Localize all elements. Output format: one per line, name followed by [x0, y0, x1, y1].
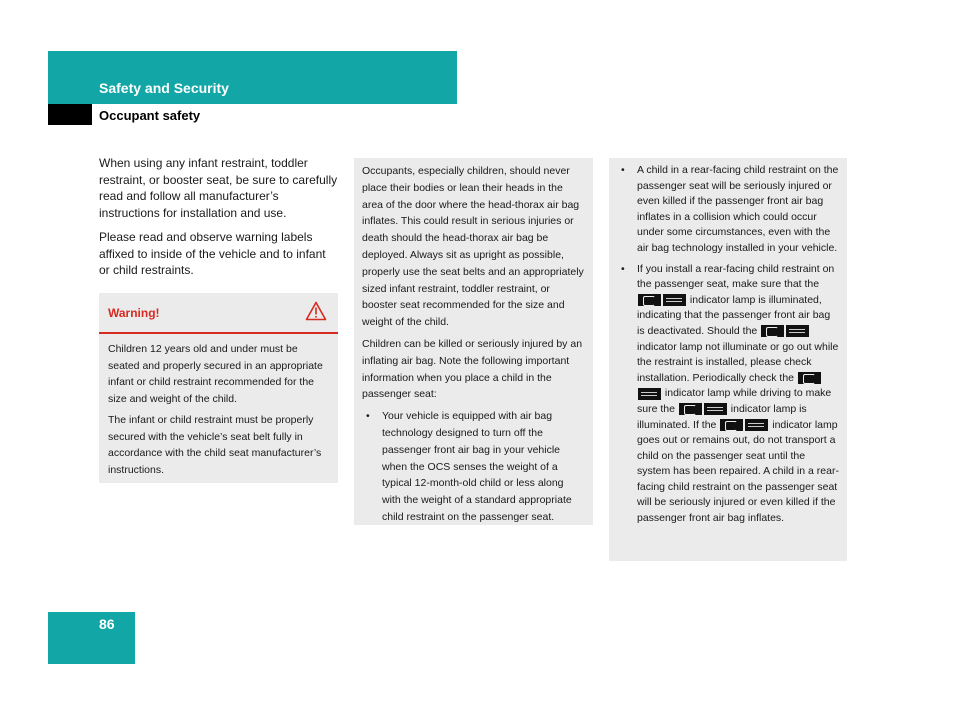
warning-paragraph: Children 12 years old and under must be seated and properly secured in an appropriate infant or child restraint recommended for the size and weight of the child. — [108, 343, 323, 405]
airbag-seat-icon — [679, 403, 702, 415]
intro-text — [99, 155, 339, 287]
page-number: 86 — [99, 616, 115, 632]
right-info-box — [609, 158, 847, 561]
section-title: Safety and Security — [99, 80, 229, 96]
warning-body — [99, 334, 338, 478]
subsection-title: Occupant safety — [99, 108, 201, 123]
passenger-airbag-off-lamp-icon — [638, 388, 661, 400]
warning-label: Warning! — [108, 306, 160, 320]
middle-info-box — [354, 158, 593, 525]
passenger-airbag-off-lamp-icon — [786, 325, 809, 337]
bullet-item — [617, 262, 839, 527]
airbag-seat-icon — [720, 419, 743, 431]
page-number-box — [48, 612, 135, 664]
info-bullet-list — [617, 163, 839, 527]
bullet-item: • A child in a rear-facing child restraint on the passenger seat will be seriously injured or even killed if the passenger front air bag inflates in a collision which could occur under some circumstances, even with the air bag technology installed in your vehicle. — [617, 163, 839, 257]
passenger-airbag-off-lamp-icon — [663, 294, 686, 306]
passenger-airbag-off-lamp-icon — [745, 419, 768, 431]
bullet-text: indicator lamp is illuminated, indicating that the passenger front air bag is deactivated. Should the — [637, 293, 831, 337]
info-paragraph: Children can be killed or seriously injured by an inflating air bag. Note the following important information when you place a child in the passenger seat: — [362, 337, 583, 401]
airbag-seat-icon — [798, 372, 821, 384]
info-bullet-list — [362, 408, 585, 526]
warning-triangle-icon — [305, 301, 327, 321]
bullet-text: indicator lamp while driving to make sure the — [637, 387, 832, 415]
info-paragraph: Occupants, especially children, should never place their bodies or lean their heads in the area of the door where the head-thorax air bag inflates. This could result in serious injuries or death should the head-thorax air bag be deployed. Always sit as upright as possible, properly use the seat belts and an appropriately sized infant restraint, toddler restraint, or booster seat recommended for the size and weight of the child. — [362, 165, 584, 329]
intro-paragraph: When using any infant restraint, toddler restraint, or booster seat, be sure to carefully read and follow all manufacturer’s instructions for installation and use. — [99, 156, 338, 220]
bullet-text: indicator lamp goes out or remains out, do not transport a child on the passenger seat until the system has been repaired. A child in a rear-facing child restraint on the passenger seat will be seriously injured or even killed if the passenger front air bag inflates. — [637, 418, 839, 525]
warning-paragraph: The infant or child restraint must be properly secured with the vehicle’s seat belt fully in accordance with the child seat manufacturer’s instructions. — [108, 414, 322, 476]
airbag-seat-icon — [761, 325, 784, 337]
warning-header — [99, 293, 338, 334]
passenger-airbag-off-lamp-icon — [704, 403, 727, 415]
bullet-item: • Your vehicle is equipped with air bag technology designed to turn off the passenger front air bag in your vehicle when the OCS senses the weight of a typical 12-month-old child or less along with the weight of a standard appropriate child restraint on the passenger seat. — [362, 408, 585, 526]
bullet-text: indicator lamp not illuminate or go out while the restraint is installed, please check installation. Periodically check the — [637, 340, 839, 384]
header-band — [48, 51, 457, 104]
intro-paragraph: Please read and observe warning labels affixed to inside of the vehicle and to infant or child restraints. — [99, 230, 326, 277]
bullet-text: If you install a rear-facing child restraint on the passenger seat, make sure that the — [637, 262, 835, 291]
bullet-text: indicator lamp is illuminated. If the — [637, 402, 807, 431]
subsection-marker — [48, 104, 92, 125]
airbag-seat-icon — [638, 294, 661, 306]
warning-box — [99, 293, 338, 483]
